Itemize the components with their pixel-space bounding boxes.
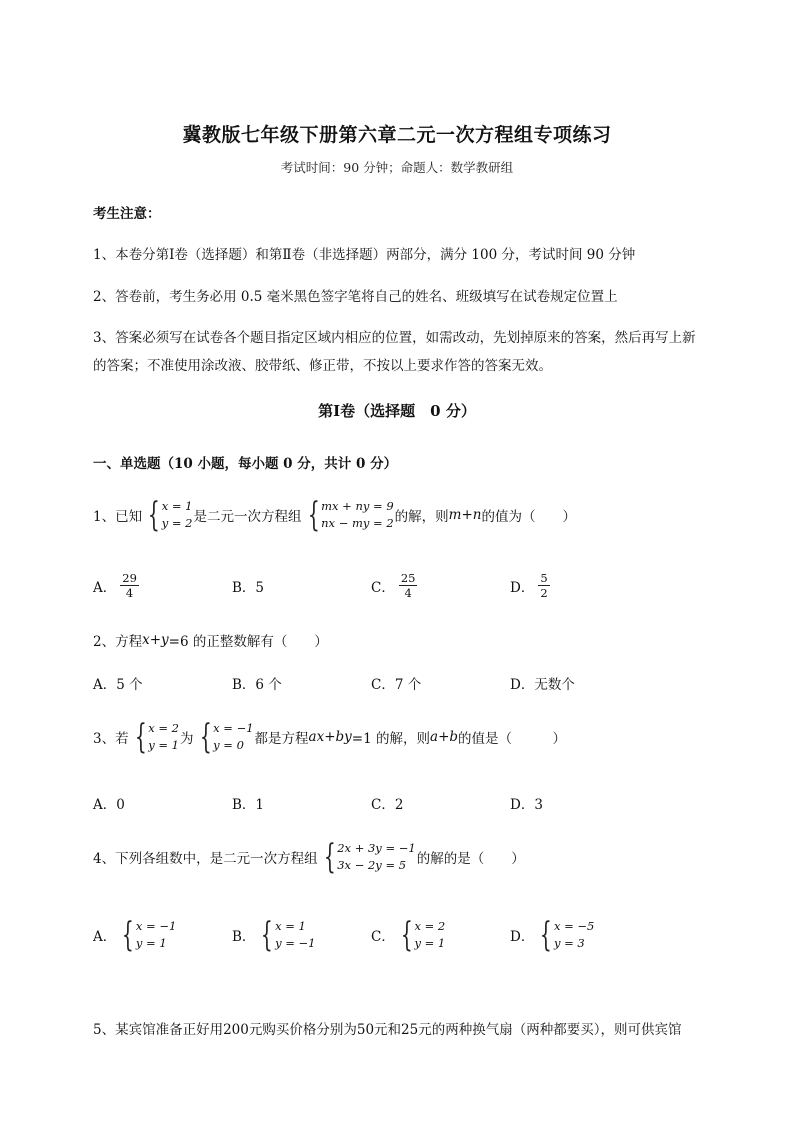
q3-options [93,793,653,813]
option-label: C． [371,929,395,945]
q3-sys2-line-1: x = −1 [213,721,254,735]
q4-suffix: 的解的是（ ） [416,851,525,867]
q1-mid: 是二元一次方程组 [193,509,302,525]
q3-suffix-b: =1 的解，则 [351,731,430,747]
q3-sys1-line-2: y = 1 [148,738,179,752]
q3-prefix: 3、若 [93,731,129,747]
q3-option-b[interactable]: B．1 [232,797,265,813]
notice-item-2: 2、答卷前，考生务必用 0.5 毫米黑色签字笔将自己的姓名、班级填写在试卷规定位置上 [93,289,618,305]
q1-expression: m+n [448,507,482,523]
q3-sys1-line-1: x = 2 [148,721,179,735]
q4-prefix: 4、下列各组数中，是二元一次方程组 [93,851,318,867]
notice-heading: 考生注意： [93,206,161,222]
q3-expr-b: b [449,729,459,745]
q2-suffix: =6 的正整数解有（ ） [168,634,328,650]
q3-plus-2: + [438,729,450,745]
q2-option-b[interactable]: B．6 个 [232,677,282,693]
brace-icon: { [400,915,413,955]
option-label: A． [93,579,117,596]
brace-icon: { [540,915,553,955]
q4-option-a[interactable] [93,915,232,955]
option-sys-line: y = 1 [135,936,167,950]
notice-item-3: 3、答案必须写在试卷各个题目指定区域内相应的位置，如需改动，先划掉原来的答案，然后再写上新 [93,330,696,346]
q2-option-c[interactable]: C．7 个 [371,677,422,693]
option-sys-line: x = −1 [135,919,177,933]
fraction [399,571,418,600]
q3-suffix-a: 都是方程 [254,731,309,747]
fraction-denominator: 4 [125,586,134,600]
page-title: 冀教版七年级下册第六章二元一次方程组专项练习 [182,124,612,146]
option-system [256,915,316,955]
fraction [538,571,549,600]
option-label: C． [371,579,395,596]
q1-sys1-line-2: y = 2 [161,516,193,530]
q1-system-1 [143,495,193,535]
option-sys-line: x = −5 [553,919,595,933]
fraction-numerator: 5 [540,571,548,585]
q1-system-2 [303,495,394,535]
section-title: 第Ⅰ卷（选择题 0 分） [318,402,476,420]
q3-plus: + [324,729,336,745]
q3-system-2 [195,717,254,757]
brace-icon: { [134,717,147,757]
option-label: B． [232,929,256,945]
q3-option-a[interactable]: A．0 [93,797,125,813]
notice-item-1: 1、本卷分第Ⅰ卷（选择题）和第Ⅱ卷（非选择题）两部分，满分 100 分，考试时间 90 分钟 [93,247,636,263]
q3-sys2-line-2: y = 0 [213,738,244,752]
q1-sys2-line-2: nx − my = 2 [321,516,394,530]
q3-expr-by: by [335,729,352,745]
option-sys-line: y = −1 [275,936,316,950]
q1-option-b[interactable] [232,576,371,596]
page-subtitle: 考试时间：90 分钟；命题人：数学教研组 [280,160,514,175]
fraction-denominator: 4 [404,586,412,600]
q2-prefix: 2、方程 [93,634,143,650]
q1-sys1-line-1: x = 1 [161,499,193,513]
q1-sys2-line-1: mx + ny = 9 [321,499,394,513]
q3-system-1 [130,717,179,757]
option-system [117,915,177,955]
q4-system [319,837,416,877]
brace-icon: { [147,495,160,535]
q2-expression: x+y [142,632,169,648]
question-3 [93,717,567,757]
question-4 [93,837,525,877]
option-label: D． [510,929,535,945]
option-label: D． [510,579,535,596]
q4-option-b[interactable] [232,915,371,955]
q2-option-a[interactable]: A．5 个 [93,677,143,693]
fraction-numerator: 29 [122,571,137,585]
q3-option-c[interactable]: C．2 [371,797,404,813]
q1-suffix-a: 的解，则 [394,509,449,525]
option-label: A． [93,929,117,945]
q2-options [93,673,653,693]
option-sys-line: x = 2 [414,919,446,933]
option-system [396,915,446,955]
brace-icon: { [261,915,274,955]
option-sys-line: x = 1 [275,919,306,933]
fraction-numerator: 25 [400,571,416,585]
option-sys-line: y = 1 [414,936,446,950]
q1-option-a[interactable] [93,571,232,600]
question-2 [93,630,328,650]
q2-option-d[interactable]: D．无数个 [510,677,575,693]
q3-expr-ax: ax [308,729,325,745]
q3-expr-a: a [430,729,439,745]
q3-mid: 为 [180,731,194,747]
fraction-denominator: 2 [540,586,548,600]
brace-icon: { [307,495,320,535]
q4-option-c[interactable] [371,915,510,955]
q1-option-c[interactable] [371,571,510,600]
option-label: B．5 [232,579,265,596]
q1-prefix: 1、已知 [93,509,143,525]
option-system [535,915,595,955]
q1-option-d[interactable] [510,571,649,600]
notice-item-3-cont: 的答案；不准使用涂改液、胶带纸、修正带，不按以上要求作答的答案无效。 [93,358,552,374]
q3-suffix-c: 的值是（ ） [458,731,567,747]
q4-sys-line-2: 3x − 2y = 5 [337,858,407,872]
fraction [120,571,139,600]
part-title: 一、单选题（10 小题，每小题 0 分，共计 0 分） [93,456,398,472]
brace-icon: { [323,837,336,877]
brace-icon: { [199,717,212,757]
q1-options [93,571,653,600]
question-1 [93,495,576,535]
q4-option-d[interactable] [510,915,649,955]
option-sys-line: y = 3 [553,936,585,950]
brace-icon: { [122,915,135,955]
q3-option-d[interactable]: D．3 [510,797,543,813]
q4-options [93,915,653,955]
q4-sys-line-1: 2x + 3y = −1 [337,841,416,855]
question-5: 5、某宾馆准备正好用200元购买价格分别为50元和25元的两种换气扇（两种都要买），则可供宾馆 [93,1022,682,1038]
q1-suffix-b: 的值为（ ） [481,509,576,525]
